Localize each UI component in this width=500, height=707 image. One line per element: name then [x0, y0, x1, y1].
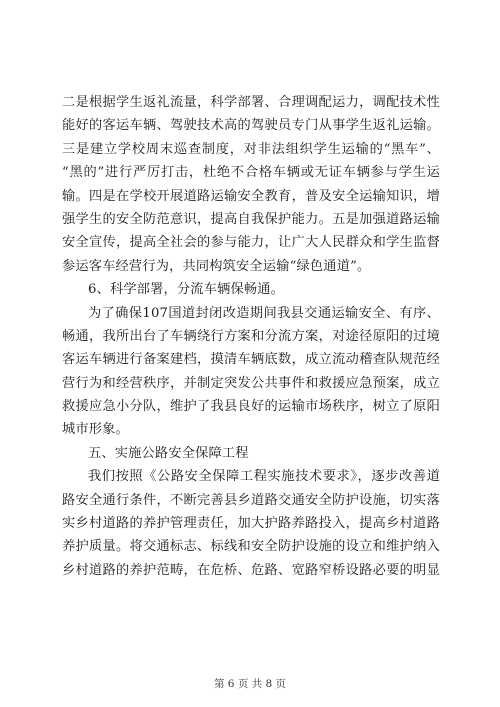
body-text-line: 营行为和经营秩序，并制定突发公共事件和救援应急预案，成立 — [62, 375, 440, 391]
document-body — [62, 91, 440, 582]
body-text-line: 路安全通行条件，不断完善县乡道路交通安全防护设施，切实落 — [62, 492, 440, 508]
body-text-line: “黑的”进行严厉打击，杜绝不合格车辆或无证车辆参与学生运 — [62, 165, 440, 181]
section-heading: 五、实施公路安全保障工程 — [88, 445, 249, 461]
body-text-line: 二是根据学生返礼流量，科学部署、合理调配运力，调配技术性 — [62, 95, 440, 110]
body-text-line: 畅通，我所出台了车辆绕行方案和分流方案，对途径原阳的过境 — [62, 328, 440, 344]
body-text-line: 三是建立学校周末巡查制度，对非法组织学生运输的“黑车”、 — [62, 141, 440, 157]
body-text-line: 能好的客运车辆、驾驶技术高的驾驶员专门从事学生返礼运输。 — [62, 118, 440, 134]
section-subheading: 6、科学部署，分流车辆保畅通。 — [88, 282, 285, 298]
page-number-footer: 第 6 页 共 8 页 — [213, 678, 287, 690]
paragraph-first-line: 我们按照《公路安全保障工程实施技术要求》，逐步改善道 — [88, 469, 440, 485]
body-text-line: 客运车辆进行备案建档，摸清车辆底数，成立流动稽查队规范经 — [62, 352, 440, 368]
body-text-line: 乡村道路的养护范畴，在危桥、危路、宽路窄桥设路必要的明显 — [62, 562, 440, 578]
paragraph-first-line: 为了确保107国道封闭改造期间我县交通运输安全、有序、 — [88, 305, 440, 321]
body-text-line: 强学生的安全防范意识，提高自我保护能力。五是加强道路运输 — [62, 211, 440, 227]
body-text-line: 安全宣传，提高全社会的参与能力，让广大人民群众和学生监督 — [62, 235, 440, 251]
body-text-line: 城市形象。 — [62, 422, 129, 438]
body-text-line: 实乡村道路的养护管理责任，加大护路养路投入，提高乡村道路 — [62, 516, 440, 532]
body-text-line: 参运客车经营行为，共同构筑安全运输“绿色通道”。 — [62, 258, 371, 274]
body-text-line: 输。四是在学校开展道路运输安全教育，普及安全运输知识，增 — [62, 188, 440, 204]
body-text-line: 救援应急小分队，维护了我县良好的运输市场秩序，树立了原阳 — [62, 399, 440, 415]
body-text-line: 养护质量。将交通标志、标线和安全防护设施的设立和维护纳入 — [62, 539, 440, 555]
